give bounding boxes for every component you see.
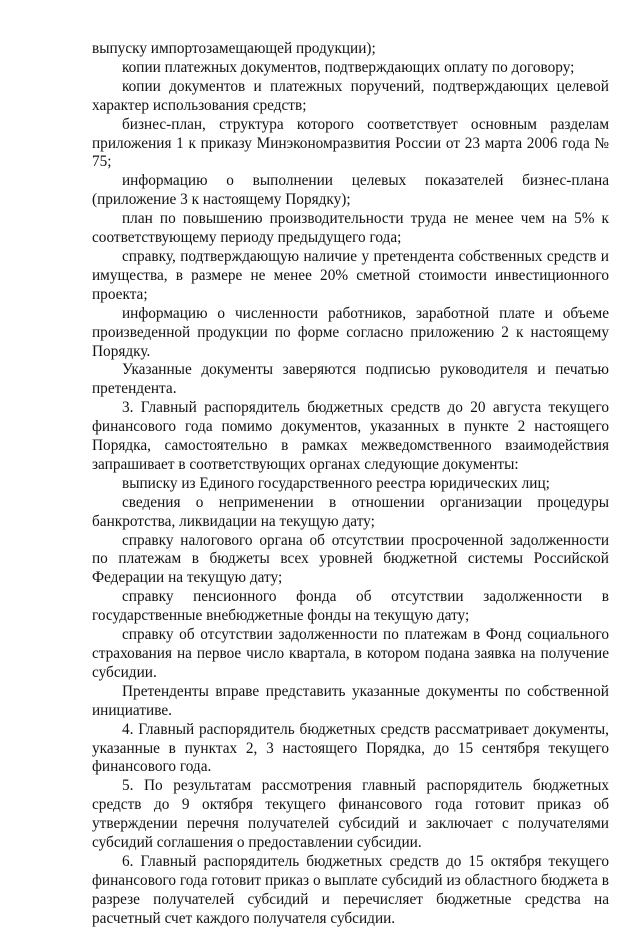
paragraph-clause-6: 6. Главный распорядитель бюджетных средств до 15 октября текущего финансового года готовит приказ о выплате субсидий из областного бюджета в разрезе получателей субсидий и перечисляет бюджетные средства на расчетный счет каждого получателя субсидии. [92,852,609,927]
paragraph-certification: Указанные документы заверяются подписью руководителя и печатью претендента. [92,361,609,398]
paragraph-continuation: выпуску импортозамещающей продукции); [92,40,376,57]
paragraph-clause-3: 3. Главный распорядитель бюджетных средств до 20 августа текущего финансового года помимо документов, указанных в пункте 2 настоящего Порядка, самостоятельно в рамках межведомственного взаимодействия запрашивает в соответствующих органах следующие документы: [92,399,609,473]
paragraph-registry-extract: выписку из Единого государственного реестра юридических лиц; [122,474,550,492]
paragraph-clause-4: 4. Главный распорядитель бюджетных средств рассматривает документы, указанные в пунктах 2, 3 настоящего Порядка, до 15 сентября текущего финансового года. [92,720,609,776]
paragraph-social-insurance-certificate: справку об отсутствии задолженности по платежам в Фонд социального страхования на первое число квартала, в котором подана заявка на получение субсидии. [92,626,609,681]
paragraph-employee-info: информацию о численности работников, заработной плате и объеме произведенной продукции по форме согласно приложению 2 к настоящему Порядку. [92,304,609,360]
paragraph-pension-certificate: справку пенсионного фонда об отсутствии задолженности в государственные внебюджетные фонды на текущую дату; [92,588,609,625]
paragraph-payment-documents: копии платежных документов, подтверждающих оплату по договору; [122,58,575,76]
document-body [92,40,609,929]
paragraph-target-indicators: информацию о выполнении целевых показателей бизнес-плана (приложение 3 к настоящему Порядку); [92,172,609,209]
paragraph-bankruptcy-info: сведения о неприменении в отношении организации процедуры банкротства, ликвидации на текущую дату; [92,493,609,530]
paragraph-productivity-plan: план по повышению производительности труда не менее чем на 5% к соответствующему периоду предыдущего года; [92,210,609,247]
paragraph-own-initiative: Претенденты вправе представить указанные документы по собственной инициативе. [92,682,609,719]
paragraph-business-plan: бизнес-план, структура которого соответствует основным разделам приложения 1 к приказу Минэкономразвития России от 23 марта 2006 года № 75; [92,115,609,171]
paragraph-own-funds-certificate: справку, подтверждающую наличие у претендента собственных средств и имущества, в размере не менее 20% сметной стоимости инвестиционного проекта; [92,247,609,303]
paragraph-tax-certificate: справку налогового органа об отсутствии просроченной задолженности по платежам в бюджеты всех уровней бюджетной системы Российской Федерации на текущую дату; [92,531,609,587]
paragraph-clause-5: 5. По результатам рассмотрения главный распорядитель бюджетных средств до 9 октября текущего финансового года готовит приказ об утверждении перечня получателей субсидий и заключает с получателями субсидий соглашения о предоставлении субсидии. [92,777,609,852]
paragraph-target-use-documents: копии документов и платежных поручений, подтверждающих целевой характер использования средств; [92,77,609,114]
